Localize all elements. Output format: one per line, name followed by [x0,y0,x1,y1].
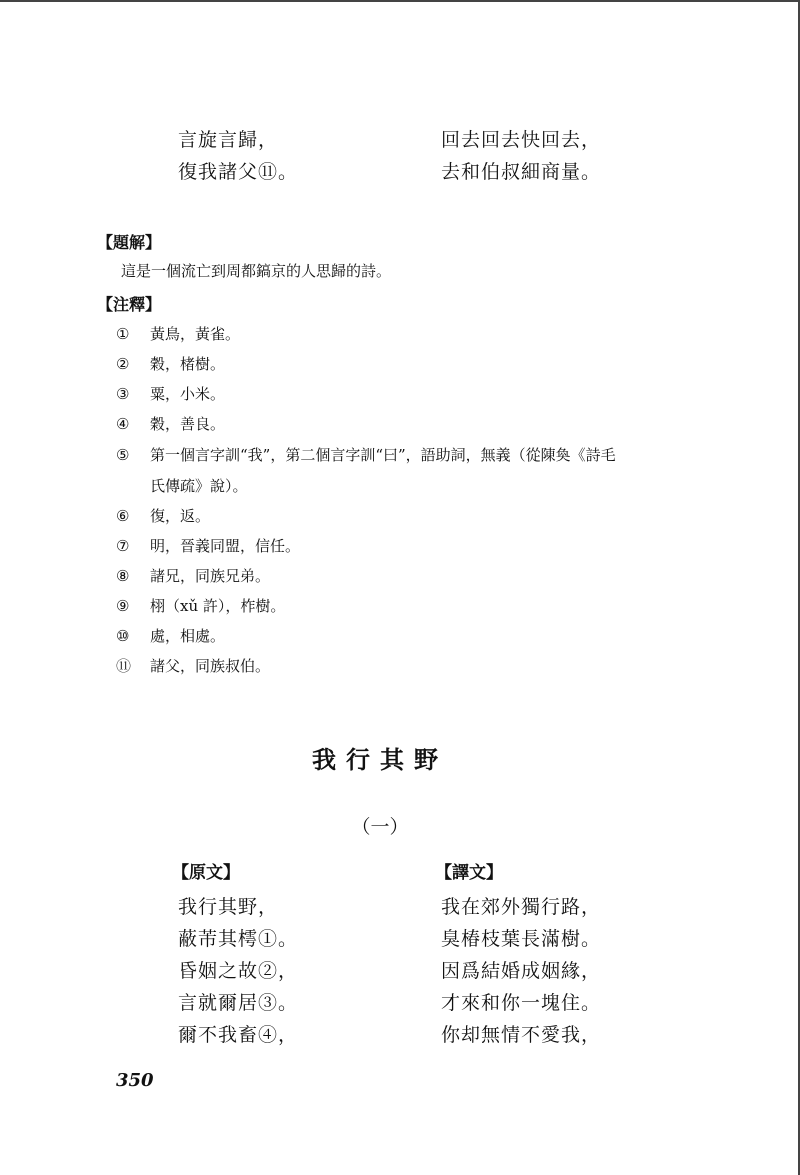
note-number: ⑥ [116,507,130,525]
poem-translation-line-3: 因爲結婚成姻緣， [441,960,602,982]
poem-translation-line-4: 才來和你一塊住。 [441,992,602,1014]
note-item [116,655,270,677]
section-number: （一） [351,816,409,838]
note-continuation: 氏傳疏》說）。 [150,477,248,495]
top-verse-translation-line-1: 回去回去快回去， [441,129,602,151]
top-border-rule [0,0,800,2]
note-item [116,444,616,466]
notes-heading: 【注釋】 [97,295,162,314]
note-item [116,323,240,345]
note-number: ③ [116,385,130,403]
note-number: ⑨ [116,597,130,615]
poem-title: 我行其野 [312,745,448,774]
poem-original-line-5: 爾不我畜④， [178,1024,299,1046]
top-verse-original-line-2: 復我諸父⑪。 [178,161,299,183]
note-item [116,595,285,617]
note-text: 明，晉義同盟，信任。 [150,537,301,555]
note-text: 處，相處。 [150,627,226,645]
note-number: ⑦ [116,537,130,555]
note-text: 復，返。 [150,507,211,525]
poem-original-line-1: 我行其野， [178,896,279,918]
note-item [116,535,300,557]
top-verse-original-line-1: 言旋言歸， [178,129,279,151]
note-text: 第一個言字訓“我”，第二個言字訓“曰”，語助詞，無義（從陳奐《詩毛 [150,446,616,464]
note-text: 栩（xǔ 許），柞樹。 [150,597,286,615]
note-number: ⑧ [116,567,130,585]
poem-translation-line-2: 臭椿枝葉長滿樹。 [441,928,602,950]
note-item [116,413,225,435]
note-text: 穀，善良。 [150,415,226,433]
original-text-heading: 【原文】 [172,863,240,883]
note-text: 黃鳥，黃雀。 [150,325,241,343]
page-number: 350 [116,1070,154,1091]
note-item [116,383,225,405]
top-verse-translation-line-2: 去和伯叔細商量。 [441,161,602,183]
note-number: ⑩ [116,627,130,645]
poem-original-line-2: 蔽芾其樗①。 [178,928,299,950]
note-number: ⑤ [116,446,130,464]
note-number: ① [116,325,130,343]
note-text: 穀，楮樹。 [150,355,226,373]
note-item [116,625,225,647]
note-item [116,565,270,587]
poem-translation-line-5: 你却無情不愛我， [441,1024,602,1046]
note-number: ④ [116,415,130,433]
explanation-text: 這是一個流亡到周都鎬京的人思歸的詩。 [121,262,392,280]
note-item [116,505,210,527]
note-number: ② [116,355,130,373]
poem-original-line-3: 昏姻之故②， [178,960,299,982]
poem-original-line-4: 言就爾居③。 [178,992,299,1014]
poem-translation-line-1: 我在郊外獨行路， [441,896,602,918]
note-number: ⑪ [116,657,132,675]
note-text: 諸父，同族叔伯。 [150,657,271,675]
note-item [116,353,225,375]
note-text: 粟，小米。 [150,385,226,403]
translation-heading: 【譯文】 [435,863,503,883]
explanation-heading: 【題解】 [97,233,162,252]
note-text: 諸兄，同族兄弟。 [150,567,271,585]
